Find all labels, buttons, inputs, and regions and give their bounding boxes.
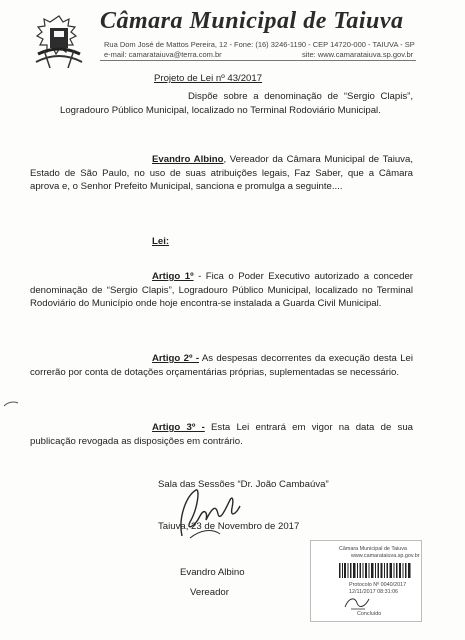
bill-title: Projeto de Lei nº 43/2017: [154, 73, 263, 84]
article-3-label: Artigo 3º -: [152, 422, 205, 433]
stamp-site: www.camarataiuva.sp.gov.br: [351, 553, 420, 559]
bill-summary: Dispõe sobre a denominação de “Sergio Clapis”, Logradouro Público Municipal, localizado no Terminal Rodoviário Municipal.: [60, 91, 413, 116]
article-2-label: Artigo 2º -: [152, 353, 200, 364]
signer-name: Evandro Albino: [180, 567, 245, 578]
stamp-status: Concluído: [357, 611, 382, 617]
municipal-coat-of-arms-logo: [30, 14, 88, 72]
chamber-name-heading: Câmara Municipal de Taiuva: [100, 8, 404, 34]
protocol-stamp: [310, 540, 422, 622]
article-1-label: Artigo 1º: [152, 271, 194, 282]
margin-pen-mark: [2, 398, 20, 410]
article-3: [30, 421, 413, 448]
article-2-text: As despesas decorrentes da execução desta Lei correrão por conta de dotações orçamentárias próprias, suplementadas se necessário.: [30, 353, 413, 378]
law-heading: Lei:: [152, 236, 170, 247]
stamp-protocol-number: Protocolo Nº 0040/2017: [349, 582, 407, 588]
article-3-text: Esta Lei entrará em vigor na data de sua publicação revogada as disposições em contrário.: [30, 422, 413, 447]
barcode-icon: [339, 563, 411, 578]
author-name: Evandro Albino: [152, 154, 224, 165]
stamp-initials-mark: [343, 595, 373, 611]
letterhead-website: site: www.camarataiuva.sp.gov.br: [302, 50, 414, 59]
article-1-text: - Fica o Poder Executivo autorizado a conceder denominação de “Sergio Clapis”, Logradouro Público Municipal, localizado no Terminal Rodoviário do Município onde hoje encontra-se instalada a Guarda Civil Municipal.: [30, 271, 413, 309]
enactment-paragraph: [30, 153, 413, 194]
date-line: Taiuva, 23 de Novembro de 2017: [158, 521, 300, 532]
stamp-timestamp: 12/11/2017 08:31:06: [349, 589, 399, 595]
enactment-text: , Vereador da Câmara Municipal de Taiuva, Estado de São Paulo, no uso de suas atribuições legais, Faz Saber, que a Câmara aprova e, o Senhor Prefeito Municipal, sanciona e promulga a seguinte....: [30, 154, 413, 192]
stamp-title: Câmara Municipal de Taiuva: [339, 546, 407, 552]
letterhead-divider: [100, 60, 416, 61]
signer-role: Vereador: [190, 587, 229, 598]
article-1: [30, 270, 413, 311]
article-2: [30, 352, 413, 379]
handwritten-signature: [160, 478, 260, 544]
session-hall-line: Sala das Sessões “Dr. João Cambaúva”: [158, 479, 329, 490]
letterhead-address: Rua Dom José de Mattos Pereira, 12 - Fone: (16) 3246-1190 - CEP 14720-000 - TAIUVA - SP: [104, 40, 415, 49]
letterhead-email: e-mail: camarataiuva@terra.com.br: [104, 50, 222, 59]
